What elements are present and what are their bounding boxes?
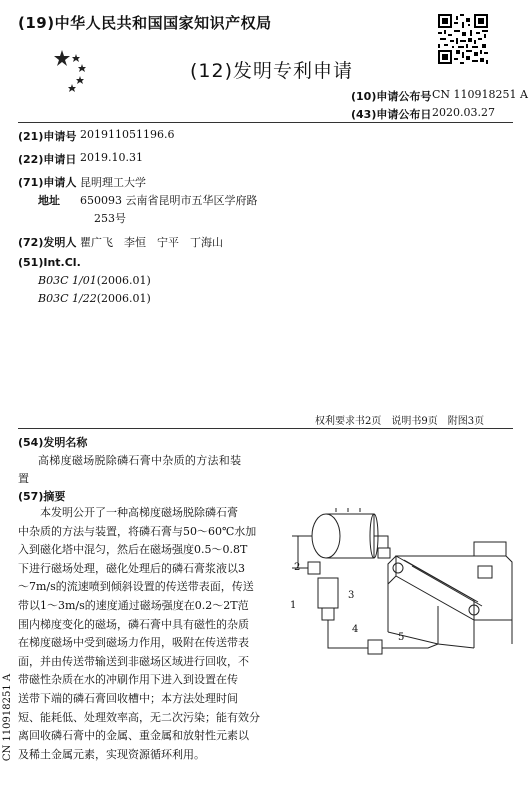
title-label: (54)发明名称 — [18, 436, 88, 449]
ipc-edition: (2006.01) — [96, 274, 151, 287]
intcl-label: (51)Int.Cl. — [18, 256, 81, 269]
middle-divider — [18, 428, 513, 429]
apparatus-drawing — [278, 508, 518, 676]
abstract-line: 中杂质的方法与装置，将磷石膏与50～60℃水加 — [18, 524, 257, 538]
figure-label-1: 1 — [290, 600, 297, 611]
ipc-edition: (2006.01) — [96, 292, 151, 305]
figure-label-5: 5 — [398, 632, 405, 643]
publication-number: CN 110918251 A — [432, 88, 528, 101]
document-kind: (12)发明专利申请 — [190, 60, 354, 82]
abstract-line: 送带下端的磷石膏回收槽中；本方法处理时间 — [18, 691, 238, 705]
abstract-line: 及稀土金属元素，实现资源循环利用。 — [18, 747, 205, 761]
applicant-label: (71)申请人 — [18, 176, 77, 189]
side-publication-number: CN 110918251 A — [2, 673, 14, 762]
authority-name: (19)中华人民共和国国家知识产权局 — [18, 14, 272, 32]
publication-date: 2020.03.27 — [432, 106, 495, 119]
abstract-line: 短、能耗低、处理效率高，无二次污染；能有效分 — [18, 710, 260, 724]
figure-label-2: 2 — [294, 562, 301, 573]
figure-label-3: 3 — [348, 590, 355, 601]
page-counts: 权利要求书2页 说明书9页 附图3页 — [315, 416, 485, 427]
abstract-line: ～7m/s的流速喷到倾斜设置的传送带表面，传送 — [18, 580, 254, 594]
ipc-code: B03C 1/22 — [38, 292, 97, 305]
inventors-label: (72)发明人 — [18, 236, 77, 249]
filing-date: 2019.10.31 — [80, 151, 143, 164]
publication-date-label: (43)申请公布日 — [351, 108, 432, 121]
abstract-line: 带以1～3m/s的速度通过磁场强度在0.2～2T范 — [18, 598, 249, 612]
address-line2: 253号 — [94, 212, 126, 225]
publication-number-label: (10)申请公布号 — [351, 90, 432, 103]
invention-title-line2: 置 — [18, 472, 29, 485]
address-label: 地址 — [38, 194, 60, 207]
abstract-line: 在梯度磁场中受到磁场力作用，吸附在传送带表 — [18, 636, 249, 650]
abstract-line: 入到磁化塔中混匀，然后在磁场强度0.5～0.8T — [18, 543, 248, 557]
applicant: 昆明理工大学 — [80, 176, 146, 189]
header-divider — [18, 122, 513, 123]
figure-label-4: 4 — [352, 624, 359, 635]
abstract-line: 面，并由传送带输送到非磁场区域进行回收，不 — [18, 654, 249, 668]
abstract-line: 围内梯度变化的磁场，磷石膏中具有磁性的杂质 — [18, 617, 249, 631]
inventors: 瞿广飞 李恒 宁平 丁海山 — [80, 236, 223, 249]
filing-date-label: (22)申请日 — [18, 153, 77, 166]
abstract-line: 本发明公开了一种高梯度磁场脱除磷石膏 — [40, 506, 238, 519]
national-emblem-icon — [48, 48, 94, 94]
invention-title-line1: 高梯度磁场脱除磷石膏中杂质的方法和装 — [38, 454, 242, 467]
qr-code-icon — [438, 14, 488, 64]
app-no-label: (21)申请号 — [18, 130, 77, 143]
abstract-label: (57)摘要 — [18, 490, 66, 503]
address-line1: 650093 云南省昆明市五华区学府路 — [80, 194, 258, 207]
abstract-line: 下进行磁场处理，磁化处理后的磷石膏浆液以3 — [18, 561, 245, 575]
ipc-class-1 — [38, 274, 151, 287]
abstract-line: 带磁性杂质在水的冲刷作用下进入到设置在传 — [18, 673, 238, 687]
ipc-code: B03C 1/01 — [38, 274, 97, 287]
abstract-text — [18, 504, 270, 764]
app-no: 201911051196.6 — [80, 128, 175, 141]
ipc-class-2 — [38, 292, 151, 305]
abstract-line: 离回收磷石膏中的金属、重金属和放射性元素以 — [18, 729, 249, 743]
